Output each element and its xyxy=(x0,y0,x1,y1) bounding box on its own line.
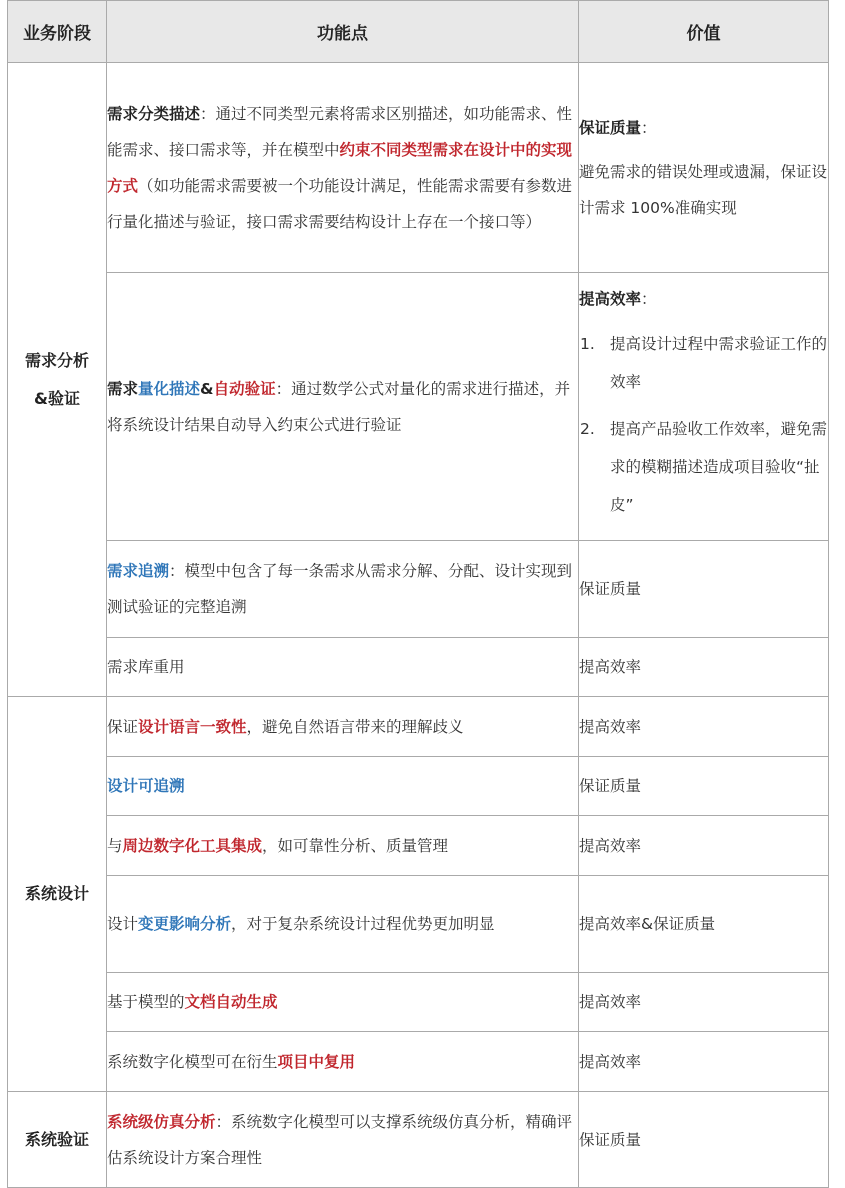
value-title: 提高效率 xyxy=(579,289,642,308)
table-row xyxy=(8,638,829,697)
table-row xyxy=(8,63,829,273)
feature-text: ：系统数字化模型可以支撑系统级仿真分析，精确评估系统设计方案合理性 xyxy=(107,1112,573,1167)
feature-highlight: 项目中复用 xyxy=(277,1052,356,1071)
table-row xyxy=(8,273,829,541)
value-cell xyxy=(579,273,829,541)
value-cell: 提高效率 xyxy=(579,816,829,876)
feature-cell xyxy=(107,273,579,541)
table-row xyxy=(8,816,829,876)
table-row xyxy=(8,757,829,816)
list-number: 2. xyxy=(580,419,595,438)
feature-cell: 需求库重用 xyxy=(107,638,579,697)
value-colon: ： xyxy=(641,118,657,137)
phase-cell-design: 系统设计 xyxy=(8,697,107,1092)
table-row xyxy=(8,697,829,757)
phase-label-line2: &验证 xyxy=(34,388,80,408)
feature-highlight: 设计语言一致性 xyxy=(138,717,247,736)
feature-text: 基于模型的 xyxy=(107,993,185,1011)
feature-cell xyxy=(107,757,579,816)
feature-highlight: 设计可追溯 xyxy=(107,777,185,795)
feature-highlight: 量化描述 xyxy=(138,379,201,398)
feature-text: ：通过不同类型元素将需求区别描述，如功能需求、性能需求、接口需求等，并在模型中 xyxy=(107,104,573,159)
table-row xyxy=(8,541,829,638)
list-number: 1. xyxy=(580,334,595,353)
list-text: 提高产品验收工作效率，避免需求的模糊描述造成项目验收“扯皮” xyxy=(610,419,828,514)
feature-cell xyxy=(107,816,579,876)
value-cell: 提高效率 xyxy=(579,697,829,757)
phase-label-line1: 需求分析 xyxy=(24,350,89,370)
value-cell: 保证质量 xyxy=(579,541,829,638)
feature-text: 保证 xyxy=(107,717,139,736)
feature-cell xyxy=(107,697,579,757)
list-text: 提高设计过程中需求验证工作的效率 xyxy=(610,334,828,391)
feature-keyword: & xyxy=(200,379,214,398)
feature-text: 系统数字化模型可在衍生 xyxy=(107,1052,278,1071)
value-cell: 提高效率 xyxy=(579,1032,829,1092)
feature-text: ：模型中包含了每一条需求从需求分解、分配、设计实现到测试验证的完整追溯 xyxy=(107,562,573,616)
feature-highlight: 自动验证 xyxy=(213,379,276,398)
value-text: 避免需求的错误处理或遗漏，保证设计需求 100%准确实现 xyxy=(579,162,828,217)
feature-text: ，避免自然语言带来的理解歧义 xyxy=(246,717,464,736)
header-feature: 功能点 xyxy=(107,1,579,63)
feature-text: 设计 xyxy=(107,915,139,933)
list-item xyxy=(579,410,828,524)
table-row xyxy=(8,973,829,1032)
header-phase: 业务阶段 xyxy=(8,1,107,63)
feature-highlight: 系统级仿真分析 xyxy=(107,1112,216,1131)
feature-cell xyxy=(107,63,579,273)
feature-text: 与 xyxy=(107,836,123,855)
feature-keyword: 需求 xyxy=(107,379,139,398)
feature-highlight: 需求追溯 xyxy=(107,562,170,580)
value-cell: 提高效率&保证质量 xyxy=(579,876,829,973)
list-item xyxy=(579,325,828,401)
header-value: 价值 xyxy=(579,1,829,63)
feature-text: ，如可靠性分析、质量管理 xyxy=(262,836,449,855)
feature-highlight: 文档自动生成 xyxy=(184,993,278,1011)
phase-cell-verification: 系统验证 xyxy=(8,1092,107,1188)
feature-text: ，对于复杂系统设计过程优势更加明显 xyxy=(231,915,495,933)
value-cell: 提高效率 xyxy=(579,638,829,697)
table-row xyxy=(8,1092,829,1188)
table-row xyxy=(8,1032,829,1092)
feature-highlight: 约束不同类型需求在设计中的实现方式 xyxy=(107,140,573,195)
phase-cell-requirements xyxy=(8,63,107,697)
feature-cell xyxy=(107,541,579,638)
feature-cell xyxy=(107,1032,579,1092)
value-title: 保证质量 xyxy=(579,118,642,137)
feature-value-table xyxy=(7,0,829,1188)
feature-text: （如功能需求需要被一个功能设计满足，性能需求需要有参数进行量化描述与验证，接口需求需要结构设计上存在一个接口等） xyxy=(107,176,573,231)
feature-highlight: 变更影响分析 xyxy=(138,915,232,933)
value-cell: 保证质量 xyxy=(579,757,829,816)
feature-highlight: 周边数字化工具集成 xyxy=(122,836,263,855)
value-colon: ： xyxy=(641,289,657,308)
table-row xyxy=(8,876,829,973)
value-list xyxy=(579,325,828,524)
feature-cell xyxy=(107,973,579,1032)
feature-cell xyxy=(107,876,579,973)
feature-text: ：通过数学公式对量化的需求进行描述，并将系统设计结果自动导入约束公式进行验证 xyxy=(107,379,571,434)
header-row xyxy=(8,1,829,63)
feature-keyword: 需求分类描述 xyxy=(107,104,201,123)
value-cell: 保证质量 xyxy=(579,1092,829,1188)
value-cell xyxy=(579,63,829,273)
value-cell: 提高效率 xyxy=(579,973,829,1032)
feature-cell xyxy=(107,1092,579,1188)
